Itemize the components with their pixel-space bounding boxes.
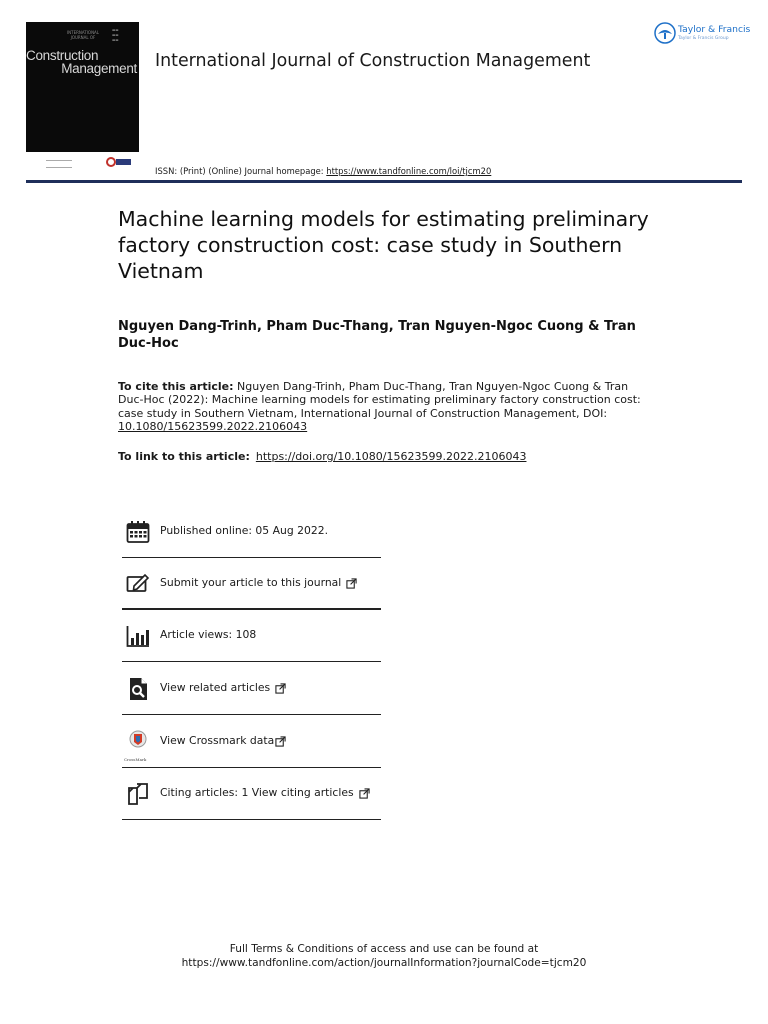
related-articles-link[interactable] bbox=[160, 681, 286, 694]
document-search-icon bbox=[126, 677, 150, 701]
external-link-icon bbox=[346, 578, 357, 589]
divider bbox=[122, 819, 381, 820]
journal-homepage-link[interactable]: https://www.tandfonline.com/loi/tjcm20 bbox=[326, 166, 492, 176]
divider bbox=[122, 661, 381, 662]
external-link-icon bbox=[359, 788, 370, 799]
publisher-logo-text: Taylor & Francis bbox=[678, 24, 751, 35]
citing-articles-link[interactable] bbox=[160, 786, 370, 799]
bar-chart-icon bbox=[126, 624, 150, 648]
crossmark-label: View Crossmark data bbox=[160, 734, 275, 747]
citing-articles-icon bbox=[126, 782, 150, 806]
footer bbox=[0, 942, 768, 970]
citation-block bbox=[118, 380, 653, 434]
association-logo bbox=[106, 156, 132, 168]
article-authors: Nguyen Dang-Trinh, Pham Duc-Thang, Tran Nguyen-Ngoc Cuong & Tran Duc-Hoc bbox=[118, 319, 636, 351]
published-date: Published online: 05 Aug 2022. bbox=[160, 524, 329, 537]
cover-title-line2: Management bbox=[61, 61, 137, 76]
submit-article-row[interactable] bbox=[122, 558, 381, 610]
cover-deco: ▬▬ ▬▬ ▬▬ bbox=[112, 28, 119, 42]
related-articles-label: View related articles bbox=[160, 681, 271, 694]
divider bbox=[122, 714, 381, 715]
journal-name: International Journal of Construction Management bbox=[155, 51, 591, 71]
journal-cover-image bbox=[26, 22, 139, 152]
citing-articles-row[interactable] bbox=[122, 768, 381, 820]
article-link-line bbox=[118, 450, 526, 463]
submit-article-label: Submit your article to this journal bbox=[160, 576, 342, 589]
cover-title bbox=[26, 49, 139, 75]
header-rule bbox=[26, 180, 742, 183]
external-link-icon bbox=[275, 736, 286, 747]
edit-icon bbox=[126, 572, 150, 596]
citing-articles-label: Citing articles: 1 View citing articles bbox=[160, 786, 354, 799]
calendar-icon bbox=[126, 520, 150, 544]
cite-text: Nguyen Dang-Trinh, Pham Duc-Thang, Tran Nguyen-Ngoc Cuong & Tran Duc-Hoc (2022): Machine learning models for estimating preliminary factory construction cost: case study in Southern Vietnam, International Journal of Construction Management, DOI: bbox=[118, 380, 641, 420]
footer-terms-text: Full Terms & Conditions of access and use can be found at bbox=[229, 943, 539, 955]
external-link-icon bbox=[275, 683, 286, 694]
publisher-logo-subtext: Taylor & Francis Group bbox=[678, 36, 729, 41]
society-logo bbox=[46, 160, 72, 168]
published-row bbox=[122, 506, 381, 558]
article-views: Article views: 108 bbox=[160, 628, 257, 641]
submit-article-link[interactable] bbox=[160, 576, 357, 589]
issn-line bbox=[155, 166, 491, 176]
article-views-row bbox=[122, 610, 381, 662]
crossmark-row[interactable] bbox=[122, 716, 381, 768]
cover-title-line1: Construction bbox=[26, 48, 99, 63]
publisher-logo-icon bbox=[654, 22, 676, 44]
cover-small-text: INTERNATIONAL JOURNAL OF bbox=[66, 30, 100, 40]
cite-doi-link[interactable]: 10.1080/15623599.2022.2106043 bbox=[118, 420, 308, 434]
crossmark-icon bbox=[126, 730, 150, 756]
crossmark-link[interactable] bbox=[160, 734, 286, 747]
crossmark-icon-label: CrossMark bbox=[124, 757, 147, 762]
issn-text: ISSN: (Print) (Online) Journal homepage: bbox=[155, 166, 327, 176]
article-title: Machine learning models for estimating preliminary factory construction cost: case study in Southern Vietnam bbox=[118, 207, 649, 283]
doi-link[interactable]: https://doi.org/10.1080/15623599.2022.2106043 bbox=[255, 450, 527, 463]
cite-label: To cite this article: bbox=[118, 380, 234, 393]
related-articles-row[interactable] bbox=[122, 663, 381, 715]
publisher-logo[interactable] bbox=[654, 22, 749, 46]
link-label: To link to this article: bbox=[118, 450, 250, 463]
footer-terms-url[interactable]: https://www.tandfonline.com/action/journalInformation?journalCode=tjcm20 bbox=[181, 957, 587, 969]
